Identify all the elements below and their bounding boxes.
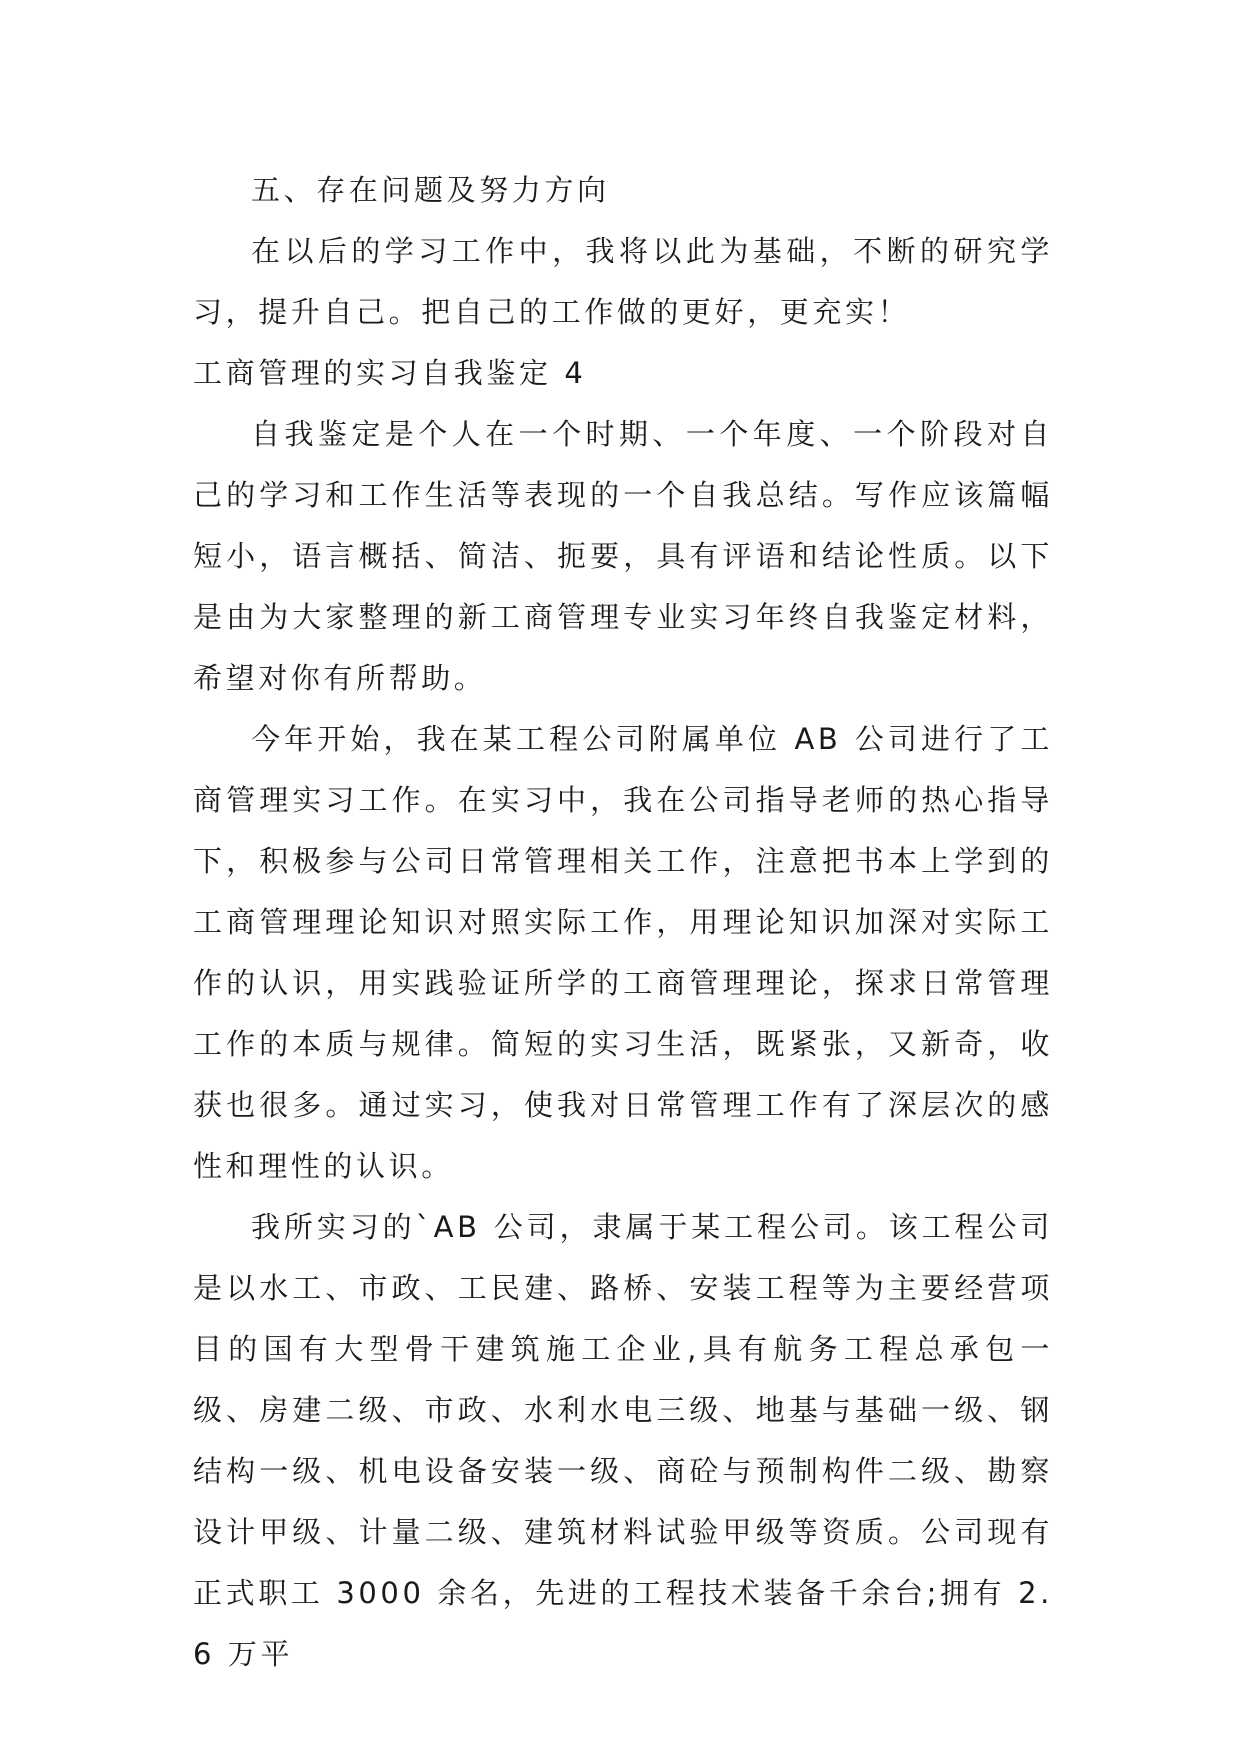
paragraph-internship: 今年开始，我在某工程公司附属单位 AB 公司进行了工商管理实习工作。在实习中，我在公司指导老师的热心指导下，积极参与公司日常管理相关工作，注意把书本上学到的工商管理理论知识对照实际工作，用理论知识加深对实际工作的认识，用实践验证所学的工商管理理论，探求日常管理工作的本质与规律。简短的实习生活，既紧张，又新奇，收获也很多。通过实习，使我对日常管理工作有了深层次的感性和理性的认识。 <box>193 722 1053 1183</box>
paragraph-company: 我所实习的`AB 公司，隶属于某工程公司。该工程公司是以水工、市政、工民建、路桥、安装工程等为主要经营项目的国有大型骨干建筑施工企业,具有航务工程总承包一级、房建二级、市政、水利水电三级、地基与基础一级、钢结构一级、机电设备安装一级、商砼与预制构件二级、勘察设计甲级、计量二级、建筑材料试验甲级等资质。公司现有正式职工 3000 余名，先进的工程技术装备千余台;拥有 2.6 万平 <box>193 1210 1053 1671</box>
section-heading: 五、存在问题及努力方向 <box>251 173 610 207</box>
paragraph-intro: 自我鉴定是个人在一个时期、一个年度、一个阶段对自己的学习和工作生活等表现的一个自我总结。写作应该篇幅短小，语言概括、简洁、扼要，具有评语和结论性质。以下是由为大家整理的新工商管理专业实习年终自我鉴定材料，希望对你有所帮助。 <box>193 417 1053 695</box>
document-body <box>193 160 1053 1685</box>
article-title: 工商管理的实习自我鉴定 4 <box>193 356 587 390</box>
paragraph-conclusion: 在以后的学习工作中，我将以此为基础，不断的研究学习，提升自己。把自己的工作做的更好，更充实！ <box>193 234 1053 329</box>
